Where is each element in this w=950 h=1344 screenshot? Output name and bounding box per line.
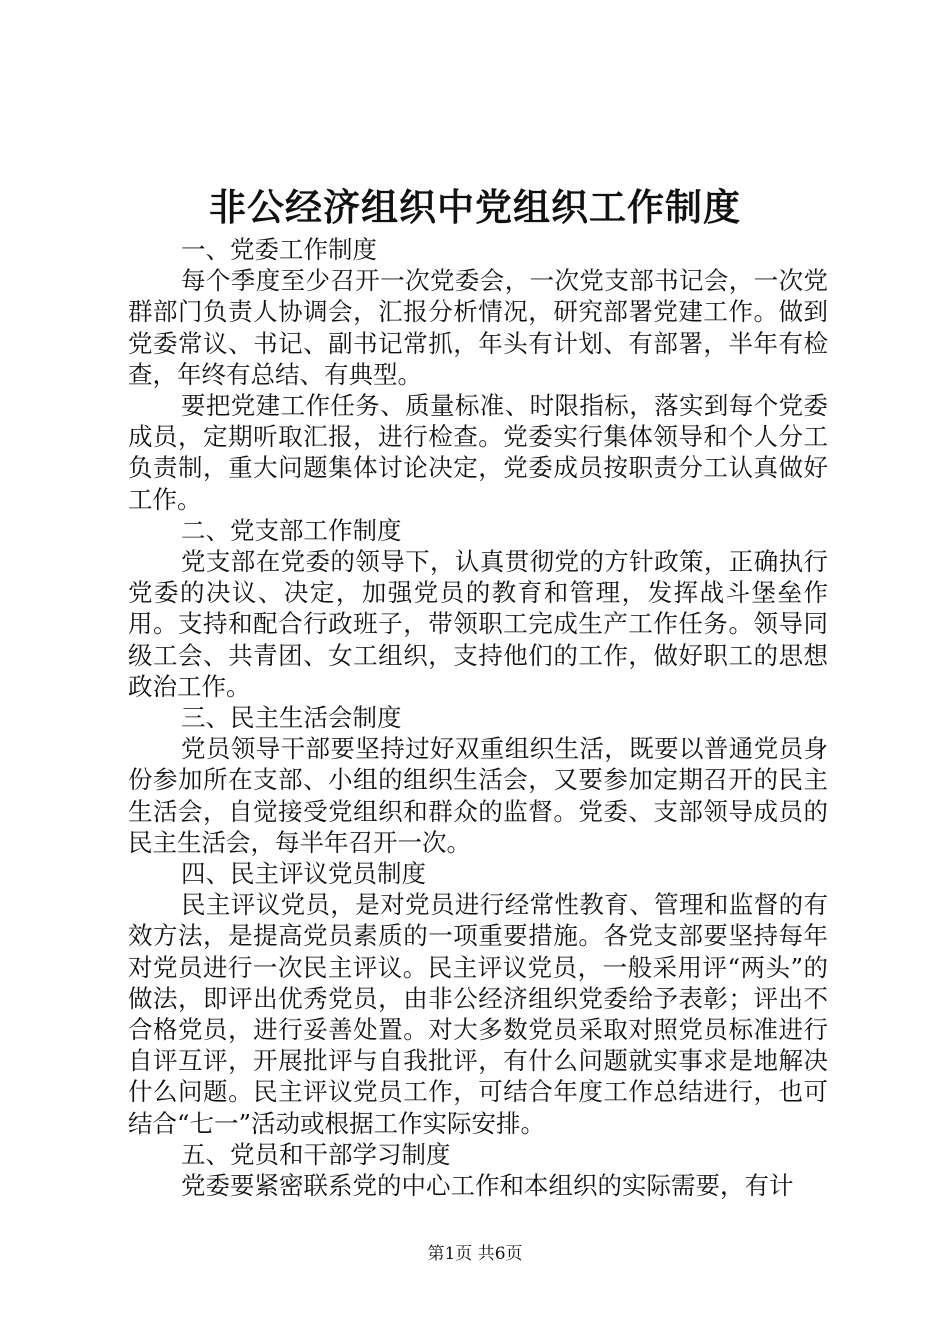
section-heading: 四、民主评议党员制度	[181, 859, 426, 889]
paragraph: 党员领导干部要坚持过好双重组织生活，既要以普通党员身份参加所在支部、小组的组织生活会，又要参加定期召开的民主生活会，自觉接受党组织和群众的监督。党委、支部领导成员的民主生活会，每半年召开一次。	[128, 734, 828, 857]
page-footer: 第1页 共6页	[427, 1244, 523, 1264]
section-heading: 一、党委工作制度	[181, 235, 377, 264]
paragraph: 要把党建工作任务、质量标准、时限指标，落实到每个党委成员，定期听取汇报，进行检查。党委实行集体领导和个人分工负责制，重大问题集体讨论决定，党委成员按职责分工认真做好工作。	[128, 391, 828, 514]
paragraph: 民主评议党员，是对党员进行经常性教育、管理和监督的有效方法，是提高党员素质的一项重要措施。各党支部要坚持每年对党员进行一次民主评议。民主评议党员，一般采用评“两头”的做法，即评出优秀党员，由非公经济组织党委给予表彰；评出不合格党员，进行妥善处置。对大多数党员采取对照党员标准进行自评互评，开展批评与自我批评，有什么问题就实事求是地解决什么问题。民主评议党员工作，可结合年度工作总结进行，也可结合“七一”活动或根据工作实际安排。	[128, 890, 828, 1138]
section-heading: 五、党员和干部学习制度	[181, 1139, 451, 1169]
paragraph: 每个季度至少召开一次党委会，一次党支部书记会，一次党群部门负责人协调会，汇报分析情况，研究部署党建工作。做到党委常议、书记、副书记常抓，年头有计划、有部署，半年有检查，年终有总结、有典型。	[128, 266, 828, 389]
paragraph: 党委要紧密联系党的中心工作和本组织的实际需要，有计	[181, 1171, 794, 1201]
section-heading: 三、民主生活会制度	[181, 703, 402, 733]
paragraph: 党支部在党委的领导下，认真贯彻党的方针政策，正确执行党委的决议、决定，加强党员的教育和管理，发挥战斗堡垒作用。支持和配合行政班子，带领职工完成生产工作任务。领导同级工会、共青团、女工组织，支持他们的工作，做好职工的思想政治工作。	[128, 547, 828, 701]
document-body	[128, 234, 828, 1201]
section-heading: 二、党支部工作制度	[181, 515, 402, 545]
document-title: 非公经济组织中党组织工作制度	[209, 186, 741, 229]
